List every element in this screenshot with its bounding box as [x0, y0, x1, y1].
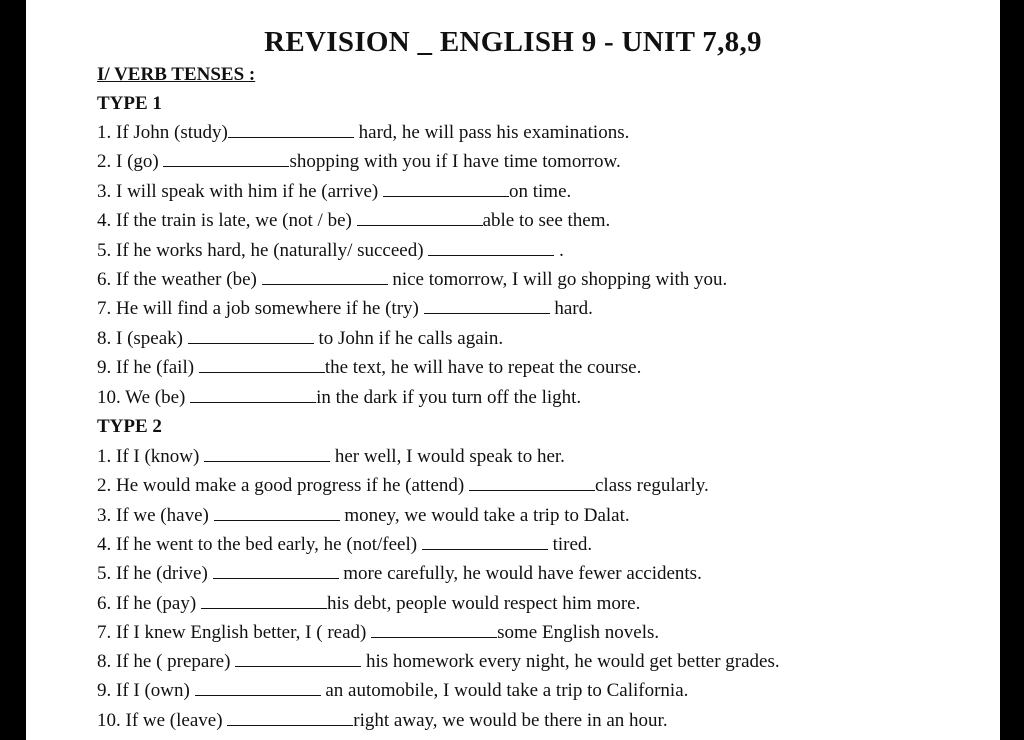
- answer-blank[interactable]: [262, 283, 388, 285]
- page-title: REVISION _ ENGLISH 9 - UNIT 7,8,9: [264, 26, 762, 58]
- exercise-item: [97, 593, 640, 615]
- answer-blank[interactable]: [199, 371, 325, 373]
- answer-blank[interactable]: [469, 489, 595, 491]
- exercise-item: [97, 680, 688, 702]
- answer-blank[interactable]: [371, 636, 497, 638]
- exercise-item: [97, 710, 668, 732]
- exercise-item: [97, 328, 503, 350]
- exercise-rest: right away, we would be there in an hour.: [353, 710, 668, 731]
- exercise-prompt: 8. If he ( prepare): [97, 651, 236, 672]
- exercise-prompt: 4. If he went to the bed early, he (not/feel): [97, 534, 422, 555]
- exercise-item: [97, 122, 629, 144]
- answer-blank[interactable]: [235, 665, 361, 667]
- answer-blank[interactable]: [204, 460, 330, 462]
- exercise-item: [97, 269, 727, 291]
- exercise-rest: hard, he will pass his examinations.: [353, 122, 630, 143]
- exercise-item: [97, 298, 593, 320]
- exercise-prompt: 5. If he works hard, he (naturally/ succeed): [97, 240, 429, 261]
- exercise-prompt: 9. If he (fail): [97, 357, 199, 378]
- exercise-item: [97, 210, 610, 232]
- answer-blank[interactable]: [383, 195, 509, 197]
- exercise-item: [97, 475, 709, 497]
- answer-blank[interactable]: [357, 224, 483, 226]
- exercise-rest: his homework every night, he would get better grades.: [361, 651, 780, 672]
- exercise-rest: on time.: [508, 181, 572, 202]
- exercise-item: [97, 240, 564, 262]
- exercise-item: [97, 534, 592, 556]
- exercise-prompt: 6. If the weather (be): [97, 269, 262, 290]
- exercise-rest: hard.: [549, 298, 593, 319]
- exercise-prompt: 1. If I (know): [97, 446, 205, 467]
- answer-blank[interactable]: [424, 312, 550, 314]
- exercise-rest: in the dark if you turn off the light.: [316, 387, 582, 408]
- exercise-prompt: 2. He would make a good progress if he (attend): [97, 475, 469, 496]
- answer-blank[interactable]: [213, 577, 339, 579]
- exercise-rest: tired.: [547, 534, 593, 555]
- exercise-item: [97, 151, 621, 173]
- answer-blank[interactable]: [422, 548, 548, 550]
- exercise-rest: .: [554, 240, 564, 261]
- exercise-prompt: 10. We (be): [97, 387, 191, 408]
- answer-blank[interactable]: [188, 342, 314, 344]
- exercise-prompt: 4. If the train is late, we (not / be): [97, 210, 357, 231]
- exercise-prompt: 7. He will find a job somewhere if he (try): [97, 298, 424, 319]
- exercise-prompt: 8. I (speak): [97, 328, 188, 349]
- exercise-prompt: 5. If he (drive): [97, 563, 213, 584]
- answer-blank[interactable]: [190, 401, 316, 403]
- exercise-item: [97, 181, 571, 203]
- exercise-rest: her well, I would speak to her.: [330, 446, 565, 467]
- type-2-heading: TYPE 2: [97, 416, 162, 437]
- exercise-prompt: 9. If I (own): [97, 680, 195, 701]
- exercise-rest: money, we would take a trip to Dalat.: [339, 505, 630, 526]
- exercise-item: [97, 446, 565, 468]
- exercise-item: [97, 505, 630, 527]
- type-1-heading: TYPE 1: [97, 93, 162, 114]
- exercise-rest: more carefully, he would have fewer accidents.: [338, 563, 702, 584]
- exercise-item: [97, 651, 780, 673]
- exercise-rest: the text, he will have to repeat the course.: [324, 357, 642, 378]
- section-heading-verb-tenses: I/ VERB TENSES :: [97, 64, 256, 85]
- exercise-prompt: 2. I (go): [97, 151, 164, 172]
- exercise-item: [97, 387, 581, 409]
- answer-blank[interactable]: [195, 694, 321, 696]
- exercise-item: [97, 563, 702, 585]
- answer-blank[interactable]: [428, 254, 554, 256]
- exercise-rest: his debt, people would respect him more.: [326, 593, 641, 614]
- exercise-prompt: 1. If John (study): [97, 122, 228, 143]
- exercise-prompt: 10. If we (leave): [97, 710, 228, 731]
- answer-blank[interactable]: [201, 607, 327, 609]
- answer-blank[interactable]: [214, 519, 340, 521]
- exercise-item: [97, 622, 659, 644]
- exercise-rest: class regularly.: [594, 475, 709, 496]
- exercise-prompt: 6. If he (pay): [97, 593, 201, 614]
- worksheet-page: [26, 0, 1000, 740]
- exercise-rest: able to see them.: [482, 210, 611, 231]
- exercise-rest: some English novels.: [497, 622, 660, 643]
- answer-blank[interactable]: [228, 136, 354, 138]
- answer-blank[interactable]: [227, 724, 353, 726]
- exercise-prompt: 7. If I knew English better, I ( read): [97, 622, 372, 643]
- answer-blank[interactable]: [163, 165, 289, 167]
- exercise-rest: shopping with you if I have time tomorrow.: [289, 151, 621, 172]
- exercise-rest: to John if he calls again.: [313, 328, 504, 349]
- exercise-prompt: 3. I will speak with him if he (arrive): [97, 181, 383, 202]
- exercise-rest: nice tomorrow, I will go shopping with you.: [387, 269, 728, 290]
- exercise-prompt: 3. If we (have): [97, 505, 214, 526]
- exercise-item: [97, 357, 641, 379]
- exercise-rest: an automobile, I would take a trip to California.: [320, 680, 689, 701]
